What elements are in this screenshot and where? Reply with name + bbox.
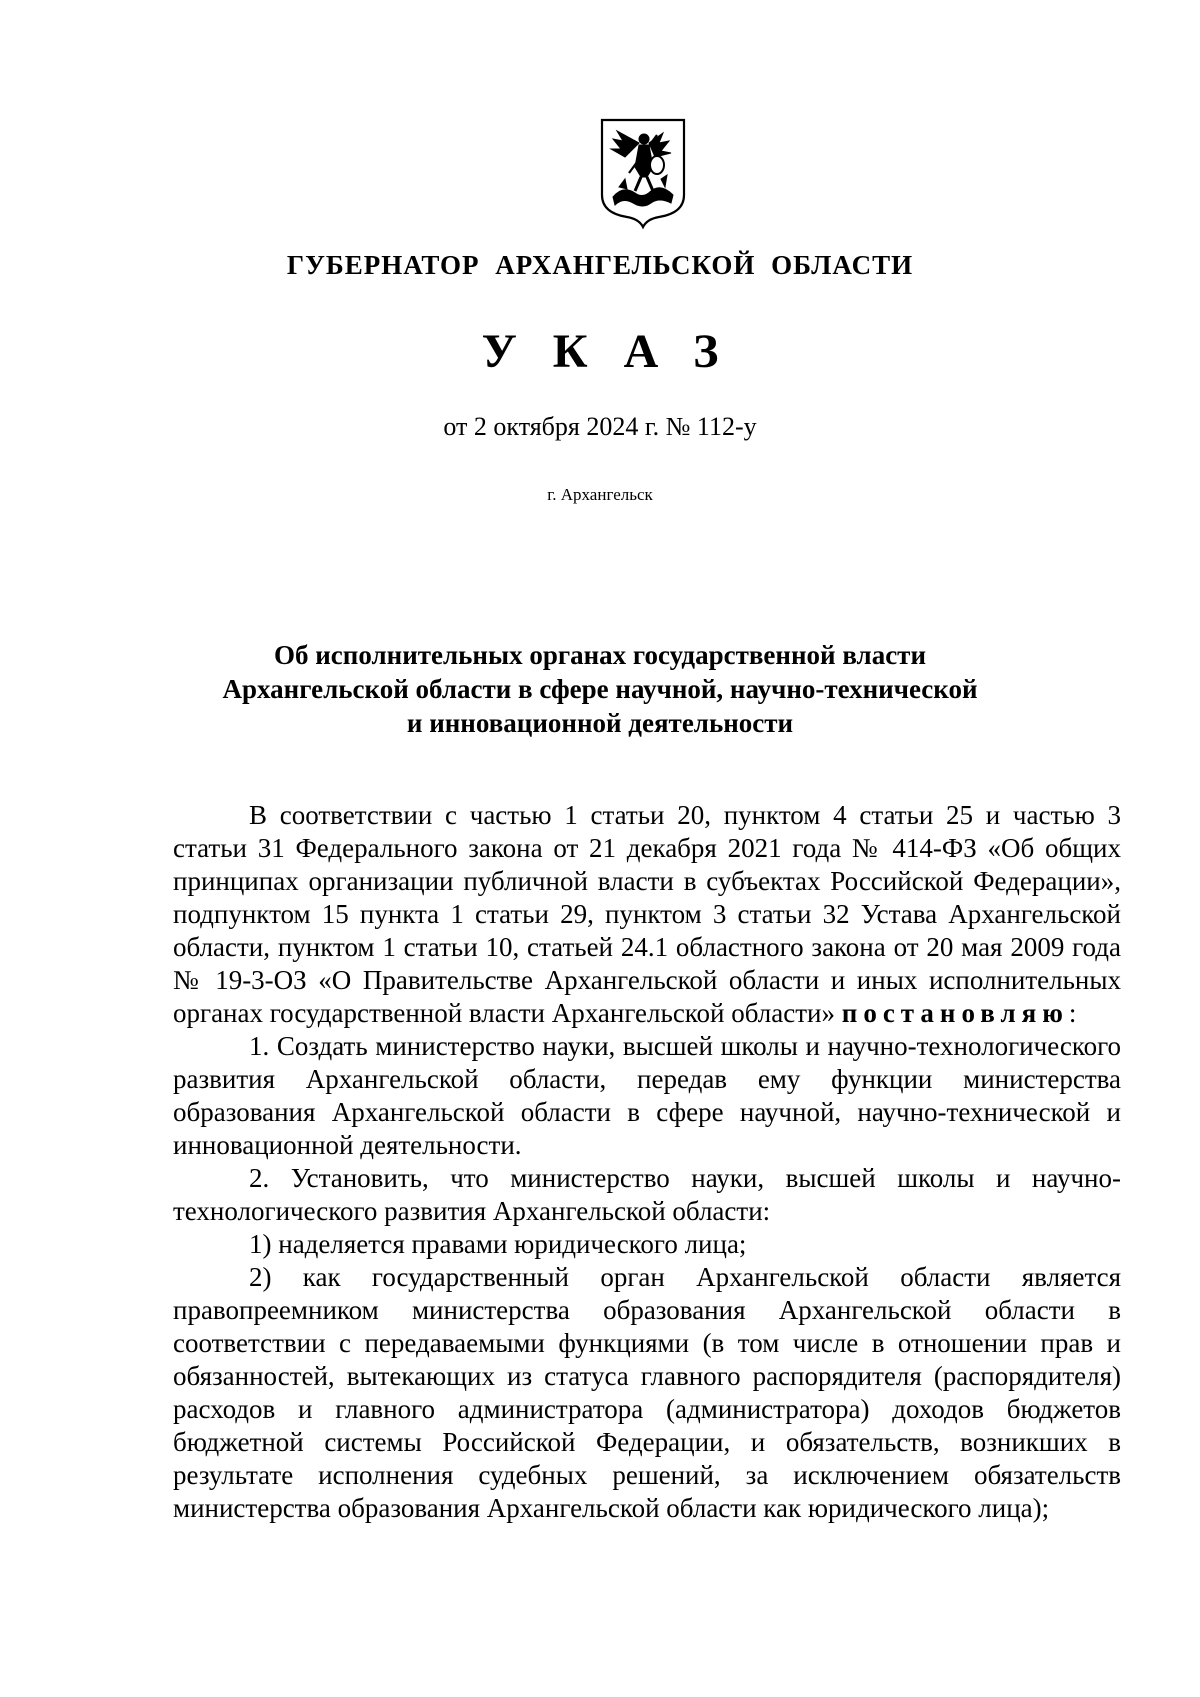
title-line: Об исполнительных органах государственной власти [274, 640, 926, 670]
item-1-paragraph: 1. Создать министерство науки, высшей школы и научно-технологического развития Архангельской области, передав ему функции министерства образования Архангельской области в сфере научной, научно-технической и инновационной деятельности. [173, 1031, 1121, 1160]
title-line: и инновационной деятельности [406, 708, 794, 738]
item-2-1-paragraph: 1) наделяется правами юридического лица; [249, 1229, 747, 1259]
decree-word: постановляю [841, 998, 1069, 1028]
issuing-authority: ГУБЕРНАТОР АРХАНГЕЛЬСКОЙ ОБЛАСТИ [286, 250, 914, 280]
document-body [173, 799, 1121, 1525]
preamble-text: В соответствии с частью 1 статьи 20, пунктом 4 статьи 25 и частью 3 статьи 31 Федерального закона от 21 декабря 2021 года № 414-ФЗ «Об общих принципах организации публичной власти в субъектах Российской Федерации», подпунктом 15 пункта 1 статьи 29, пунктом 3 статьи 32 Устава Архангельской области, пунктом 1 статьи 10, статьей 24.1 областного закона от 20 мая 2009 года № 19-3-ОЗ «О Правительстве Архангельской области и иных исполнительных органах государственной власти Архангельской области» [173, 800, 1121, 1028]
title-line: Архангельской области в сфере научной, научно-технической [222, 674, 978, 704]
item-2-2-paragraph: 2) как государственный орган Архангельской области является правопреемником министерства образования Архангельской области в соответствии с передаваемыми функциями (в том числе в отношении прав и обязанностей, вытекающих из статуса главного распорядителя (распорядителя) расходов и главного администратора (администратора) доходов бюджетов бюджетной системы Российской Федерации, и обязательств, возникших в результате исполнения судебных решений, за исключением обязательств министерства образования Архангельской области как юридического лица); [173, 1262, 1121, 1523]
preamble-paragraph [173, 799, 1121, 1030]
item-2-paragraph: 2. Установить, что министерство науки, высшей школы и научно-технологического развития Архангельской области: [173, 1163, 1121, 1226]
document-city: г. Архангельск [547, 485, 653, 504]
decree-colon: : [1068, 998, 1077, 1028]
document-title [0, 638, 1200, 740]
document-type: УКАЗ [481, 325, 755, 378]
coat-of-arms-icon [599, 117, 687, 230]
document-date-number: от 2 октября 2024 г. № 112-у [443, 412, 757, 441]
